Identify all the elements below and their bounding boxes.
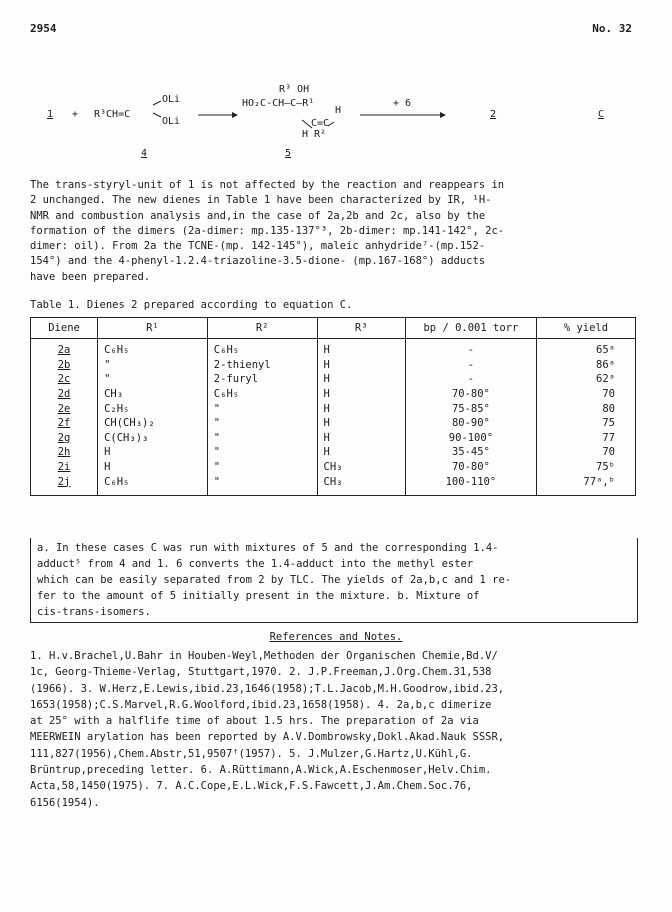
table-header-row xyxy=(31,318,636,339)
intermediate-5-bottom: H R² xyxy=(302,129,327,140)
text-line: 2 unchanged. The new dienes in Table 1 have been characterized by IR, ¹H- xyxy=(30,194,492,207)
col-diene: Diene xyxy=(31,318,98,339)
text-line: NMR and combustion analysis and,in the case of 2a,2b and 2c, also by the xyxy=(30,209,486,222)
intermediate-5-h: H xyxy=(335,105,342,116)
reference-line: Brüntrup,preceding letter. 6. A.Rüttimann,A.Wick,A.Eschenmoser,Helv.Chim. xyxy=(30,764,492,777)
cell-r1: C₂H₅ xyxy=(98,401,208,416)
reference-line: 1c, Georg-Thieme-Verlag, Stuttgart,1970. 2. J.P.Freeman,J.Org.Chem.31,538 xyxy=(30,666,492,679)
footnote-line: a. In these cases C was run with mixtures of 5 and the corresponding 1.4- xyxy=(37,542,499,554)
footnote-line: fer to the amount of 5 initially present in the mixture. b. Mixture of xyxy=(37,590,480,602)
col-yield: % yield xyxy=(536,318,635,339)
cell-r2: " xyxy=(207,416,317,431)
issue-number: No. 32 xyxy=(592,22,632,35)
table-row xyxy=(31,460,636,475)
cell-yield: 62ᵃ xyxy=(536,372,635,387)
footnote-line: which can be easily separated from 2 by TLC. The yields of 2a,b,c and 1 re- xyxy=(37,574,512,586)
reference-line: Acta,58,1450(1975). 7. A.C.Cope,E.L.Wick,F.S.Fawcett,J.Am.Chem.Soc.76, xyxy=(30,780,473,793)
cell-r1: H xyxy=(98,460,208,475)
page-number: 2954 xyxy=(30,22,57,35)
text-line: have been prepared. xyxy=(30,270,151,283)
cell-bp: 100-110° xyxy=(405,474,536,495)
cell-r2: " xyxy=(207,401,317,416)
cell-bp: 90-100° xyxy=(405,431,536,446)
paragraph xyxy=(30,178,645,285)
cell-diene: 2f xyxy=(31,416,98,431)
reference-line: 1. H.v.Brachel,U.Bahr in Houben-Weyl,Methoden der Organischen Chemie,Bd.V/ xyxy=(30,650,498,662)
table-row xyxy=(31,358,636,373)
cell-r1: H xyxy=(98,445,208,460)
reaction-scheme xyxy=(0,78,672,178)
cell-diene: 2d xyxy=(31,387,98,402)
equation-c: C xyxy=(598,109,605,120)
cell-bp: - xyxy=(405,372,536,387)
cell-bp: 35-45° xyxy=(405,445,536,460)
cell-r1: C₆H₅ xyxy=(98,339,208,358)
cell-r2: 2-thienyl xyxy=(207,358,317,373)
cell-diene: 2j xyxy=(31,474,98,495)
table-row xyxy=(31,401,636,416)
table-row xyxy=(31,372,636,387)
reference-line: at 25° with a halflife time of about 1.5 hrs. The preparation of 2a via xyxy=(30,715,479,728)
cell-bp: - xyxy=(405,358,536,373)
cell-r3: H xyxy=(317,401,405,416)
cell-bp: 80-90° xyxy=(405,416,536,431)
cell-yield: 77 xyxy=(536,431,635,446)
reference-line: MEERWEIN arylation has been reported by A.V.Dombrowsky,Dokl.Akad.Nauk SSSR, xyxy=(30,731,505,744)
cell-yield: 77ᵃ,ᵇ xyxy=(536,474,635,495)
cell-r2: C₆H₅ xyxy=(207,339,317,358)
cell-yield: 75ᵇ xyxy=(536,460,635,475)
cell-yield: 70 xyxy=(536,445,635,460)
cell-r2: " xyxy=(207,460,317,475)
cell-yield: 86ᵃ xyxy=(536,358,635,373)
label-5: 5 xyxy=(285,148,292,159)
cell-bp: 70-80° xyxy=(405,387,536,402)
table-footnote xyxy=(30,538,638,623)
reference-line: (1966). 3. W.Herz,E.Lewis,ibid.23,1646(1958);T.L.Jacob,M.H.Goodrow,ibid.23, xyxy=(30,682,505,695)
cell-diene: 2e xyxy=(31,401,98,416)
reference-line: 6156(1954). xyxy=(30,796,100,809)
footnote-line: cis-trans-isomers. xyxy=(37,606,151,618)
col-r3: R³ xyxy=(317,318,405,339)
cell-bp: 70-80° xyxy=(405,460,536,475)
text-line: 154°) and the 4-phenyl-1.2.4-triazoline-3.5-dione- (mp.167-168°) adducts xyxy=(30,255,486,268)
col-bp: bp / 0.001 torr xyxy=(405,318,536,339)
text-line: The trans-styryl-unit of 1 is not affected by the reaction and reappears in xyxy=(30,179,505,191)
cell-r2: " xyxy=(207,431,317,446)
cell-r2: C₆H₅ xyxy=(207,387,317,402)
cell-yield: 80 xyxy=(536,401,635,416)
cell-diene: 2c xyxy=(31,372,98,387)
dienes-table xyxy=(30,317,636,496)
cell-r3: H xyxy=(317,339,405,358)
cell-yield: 65ᵃ xyxy=(536,339,635,358)
table-caption: Table 1. Dienes 2 prepared according to equation C. xyxy=(30,299,353,311)
oli-top: OLi xyxy=(162,94,181,105)
label-4: 4 xyxy=(141,148,148,159)
reference-line: 111,827(1956),Chem.Abstr,51,9507ᶠ(1957). 5. J.Mulzer,G.Hartz,U.Kühl,G. xyxy=(30,747,473,760)
cell-diene: 2i xyxy=(31,460,98,475)
cell-r2: 2-furyl xyxy=(207,372,317,387)
reagent-6: + 6 xyxy=(393,98,412,109)
cell-r3: CH₃ xyxy=(317,474,405,495)
text-line: formation of the dimers (2a-dimer: mp.135-137°³, 2b-dimer: mp.141-142°, 2c- xyxy=(30,224,505,237)
product-2: 2 xyxy=(490,109,497,120)
cell-r2: " xyxy=(207,445,317,460)
intermediate-5-cc: C=C xyxy=(311,118,330,129)
col-r1: R¹ xyxy=(98,318,208,339)
cell-r3: CH₃ xyxy=(317,460,405,475)
cell-r2: " xyxy=(207,474,317,495)
reagent-4: R³CH=C xyxy=(94,109,131,120)
intermediate-5-main: HO₂C-CH—C—R¹ xyxy=(242,98,315,109)
cell-r1: C(CH₃)₃ xyxy=(98,431,208,446)
cell-bp: 75-85° xyxy=(405,401,536,416)
plus-sign: + xyxy=(72,109,79,120)
cell-r1: CH(CH₃)₂ xyxy=(98,416,208,431)
table-row xyxy=(31,474,636,495)
cell-r3: H xyxy=(317,372,405,387)
reference-line: 1653(1958);C.S.Marvel,R.G.Woolford,ibid.23,1658(1958). 4. 2a,b,c dimerize xyxy=(30,698,492,711)
cell-diene: 2a xyxy=(31,339,98,358)
cell-r3: H xyxy=(317,387,405,402)
table-row xyxy=(31,445,636,460)
cell-yield: 75 xyxy=(536,416,635,431)
col-r2: R² xyxy=(207,318,317,339)
compound-1: 1 xyxy=(47,109,54,120)
oli-bottom: OLi xyxy=(162,116,181,127)
table-row xyxy=(31,431,636,446)
cell-yield: 70 xyxy=(536,387,635,402)
cell-r1: " xyxy=(98,372,208,387)
footnote-line: adduct⁵ from 4 and 1. 6 converts the 1.4-adduct into the methyl ester xyxy=(37,558,474,570)
cell-r3: H xyxy=(317,445,405,460)
r3-oh: R³ OH xyxy=(279,84,310,95)
cell-r1: " xyxy=(98,358,208,373)
cell-r1: C₆H₅ xyxy=(98,474,208,495)
scheme-arrows xyxy=(0,78,672,178)
table-row xyxy=(31,387,636,402)
table-row xyxy=(31,416,636,431)
cell-diene: 2b xyxy=(31,358,98,373)
cell-diene: 2g xyxy=(31,431,98,446)
table-row xyxy=(31,339,636,358)
cell-bp: - xyxy=(405,339,536,358)
references-list xyxy=(30,648,645,811)
text-line: dimer: oil). From 2a the TCNE-(mp. 142-145°), maleic anhydride⁷-(mp.152- xyxy=(30,240,486,253)
cell-r3: H xyxy=(317,416,405,431)
references-heading: References and Notes. xyxy=(269,631,403,643)
cell-r3: H xyxy=(317,431,405,446)
cell-diene: 2h xyxy=(31,445,98,460)
cell-r3: H xyxy=(317,358,405,373)
cell-r1: CH₃ xyxy=(98,387,208,402)
